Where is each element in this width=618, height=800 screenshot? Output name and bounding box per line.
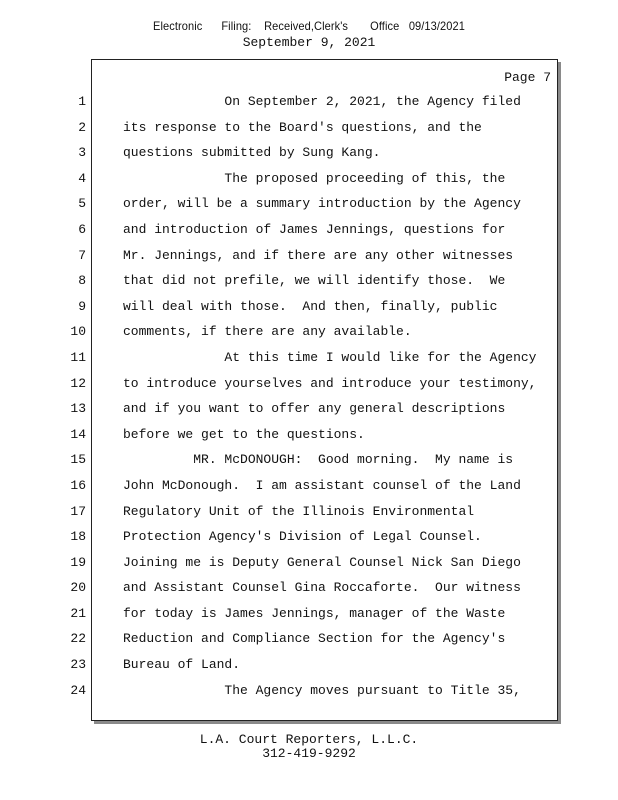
line-text: Joining me is Deputy General Counsel Nick San Diego: [123, 554, 521, 570]
line-number: 5: [78, 196, 86, 212]
line-number: 3: [78, 145, 86, 161]
transcript-line: [0, 503, 618, 529]
line-text: Mr. Jennings, and if there are any other witnesses: [123, 247, 514, 263]
line-text: The proposed proceeding of this, the: [123, 170, 506, 186]
line-text: its response to the Board's questions, and the: [123, 119, 482, 135]
transcript-line: [0, 298, 618, 324]
transcript-line: [0, 554, 618, 580]
line-number: 11: [70, 349, 86, 365]
line-text: questions submitted by Sung Kang.: [123, 145, 381, 161]
line-text: to introduce yourselves and introduce your testimony,: [123, 375, 537, 391]
transcript-line: [0, 451, 618, 477]
transcript-line: [0, 195, 618, 221]
line-number: 7: [78, 247, 86, 263]
line-number: 1: [78, 94, 86, 109]
line-text: On September 2, 2021, the Agency filed: [123, 94, 521, 109]
line-text: will deal with those. And then, finally, public: [123, 298, 498, 314]
line-number: 9: [78, 298, 86, 314]
transcript-line: [0, 323, 618, 349]
line-number: 10: [70, 324, 86, 340]
line-text: for today is James Jennings, manager of the Waste: [123, 605, 506, 621]
line-number: 15: [70, 452, 86, 468]
line-text: and if you want to offer any general descriptions: [123, 401, 506, 417]
line-number: 19: [70, 554, 86, 570]
line-number: 21: [70, 605, 86, 621]
transcript-line: [0, 579, 618, 605]
transcript-line: [0, 375, 618, 401]
transcript-line: [0, 656, 618, 682]
transcript-line: [0, 221, 618, 247]
line-text: At this time I would like for the Agency: [123, 349, 537, 365]
line-text: MR. McDONOUGH: Good morning. My name is: [123, 452, 514, 468]
line-number: 6: [78, 221, 86, 237]
line-number: 2: [78, 119, 86, 135]
transcript-line: [0, 630, 618, 656]
transcript-lines: [0, 93, 618, 707]
page-number: Page 7: [504, 70, 551, 85]
line-text: before we get to the questions.: [123, 426, 365, 442]
transcript-line: [0, 119, 618, 145]
line-number: 20: [70, 580, 86, 596]
transcript-line: [0, 272, 618, 298]
transcript-line: [0, 93, 618, 119]
line-text: The Agency moves pursuant to Title 35,: [123, 682, 521, 698]
line-number: 17: [70, 503, 86, 519]
transcript-line: [0, 247, 618, 273]
transcript-line: [0, 682, 618, 708]
line-text: comments, if there are any available.: [123, 324, 412, 340]
line-number: 24: [70, 682, 86, 698]
line-number: 18: [70, 529, 86, 545]
line-text: John McDonough. I am assistant counsel of the Land: [123, 477, 521, 493]
line-text: Bureau of Land.: [123, 657, 241, 673]
line-text: and Assistant Counsel Gina Roccaforte. Our witness: [123, 580, 521, 596]
line-text: Regulatory Unit of the Illinois Environmental: [123, 503, 475, 519]
line-number: 23: [70, 657, 86, 673]
transcript-line: [0, 528, 618, 554]
line-text: and introduction of James Jennings, questions for: [123, 221, 506, 237]
line-number: 4: [78, 170, 86, 186]
transcript-line: [0, 605, 618, 631]
transcript-line: [0, 349, 618, 375]
transcript-line: [0, 477, 618, 503]
line-number: 13: [70, 401, 86, 417]
transcript-line: [0, 400, 618, 426]
line-text: that did not prefile, we will identify those. We: [123, 273, 506, 289]
line-number: 16: [70, 477, 86, 493]
line-number: 14: [70, 426, 86, 442]
transcript-line: [0, 170, 618, 196]
reporter-phone: 312-419-9292: [262, 746, 356, 761]
transcript-date: September 9, 2021: [242, 35, 376, 50]
line-text: Protection Agency's Division of Legal Counsel.: [123, 529, 482, 545]
reporter-company: L.A. Court Reporters, L.L.C.: [199, 732, 419, 747]
line-number: 8: [78, 273, 86, 289]
line-text: Reduction and Compliance Section for the Agency's: [123, 631, 506, 647]
transcript-line: [0, 426, 618, 452]
line-number: 22: [70, 631, 86, 647]
line-number: 12: [70, 375, 86, 391]
line-text: order, will be a summary introduction by the Agency: [123, 196, 521, 212]
filing-stamp: Electronic Filing: Received,Clerk's Office 09/13/2021: [153, 19, 465, 33]
transcript-line: [0, 144, 618, 170]
reporter-footer: [0, 733, 618, 761]
